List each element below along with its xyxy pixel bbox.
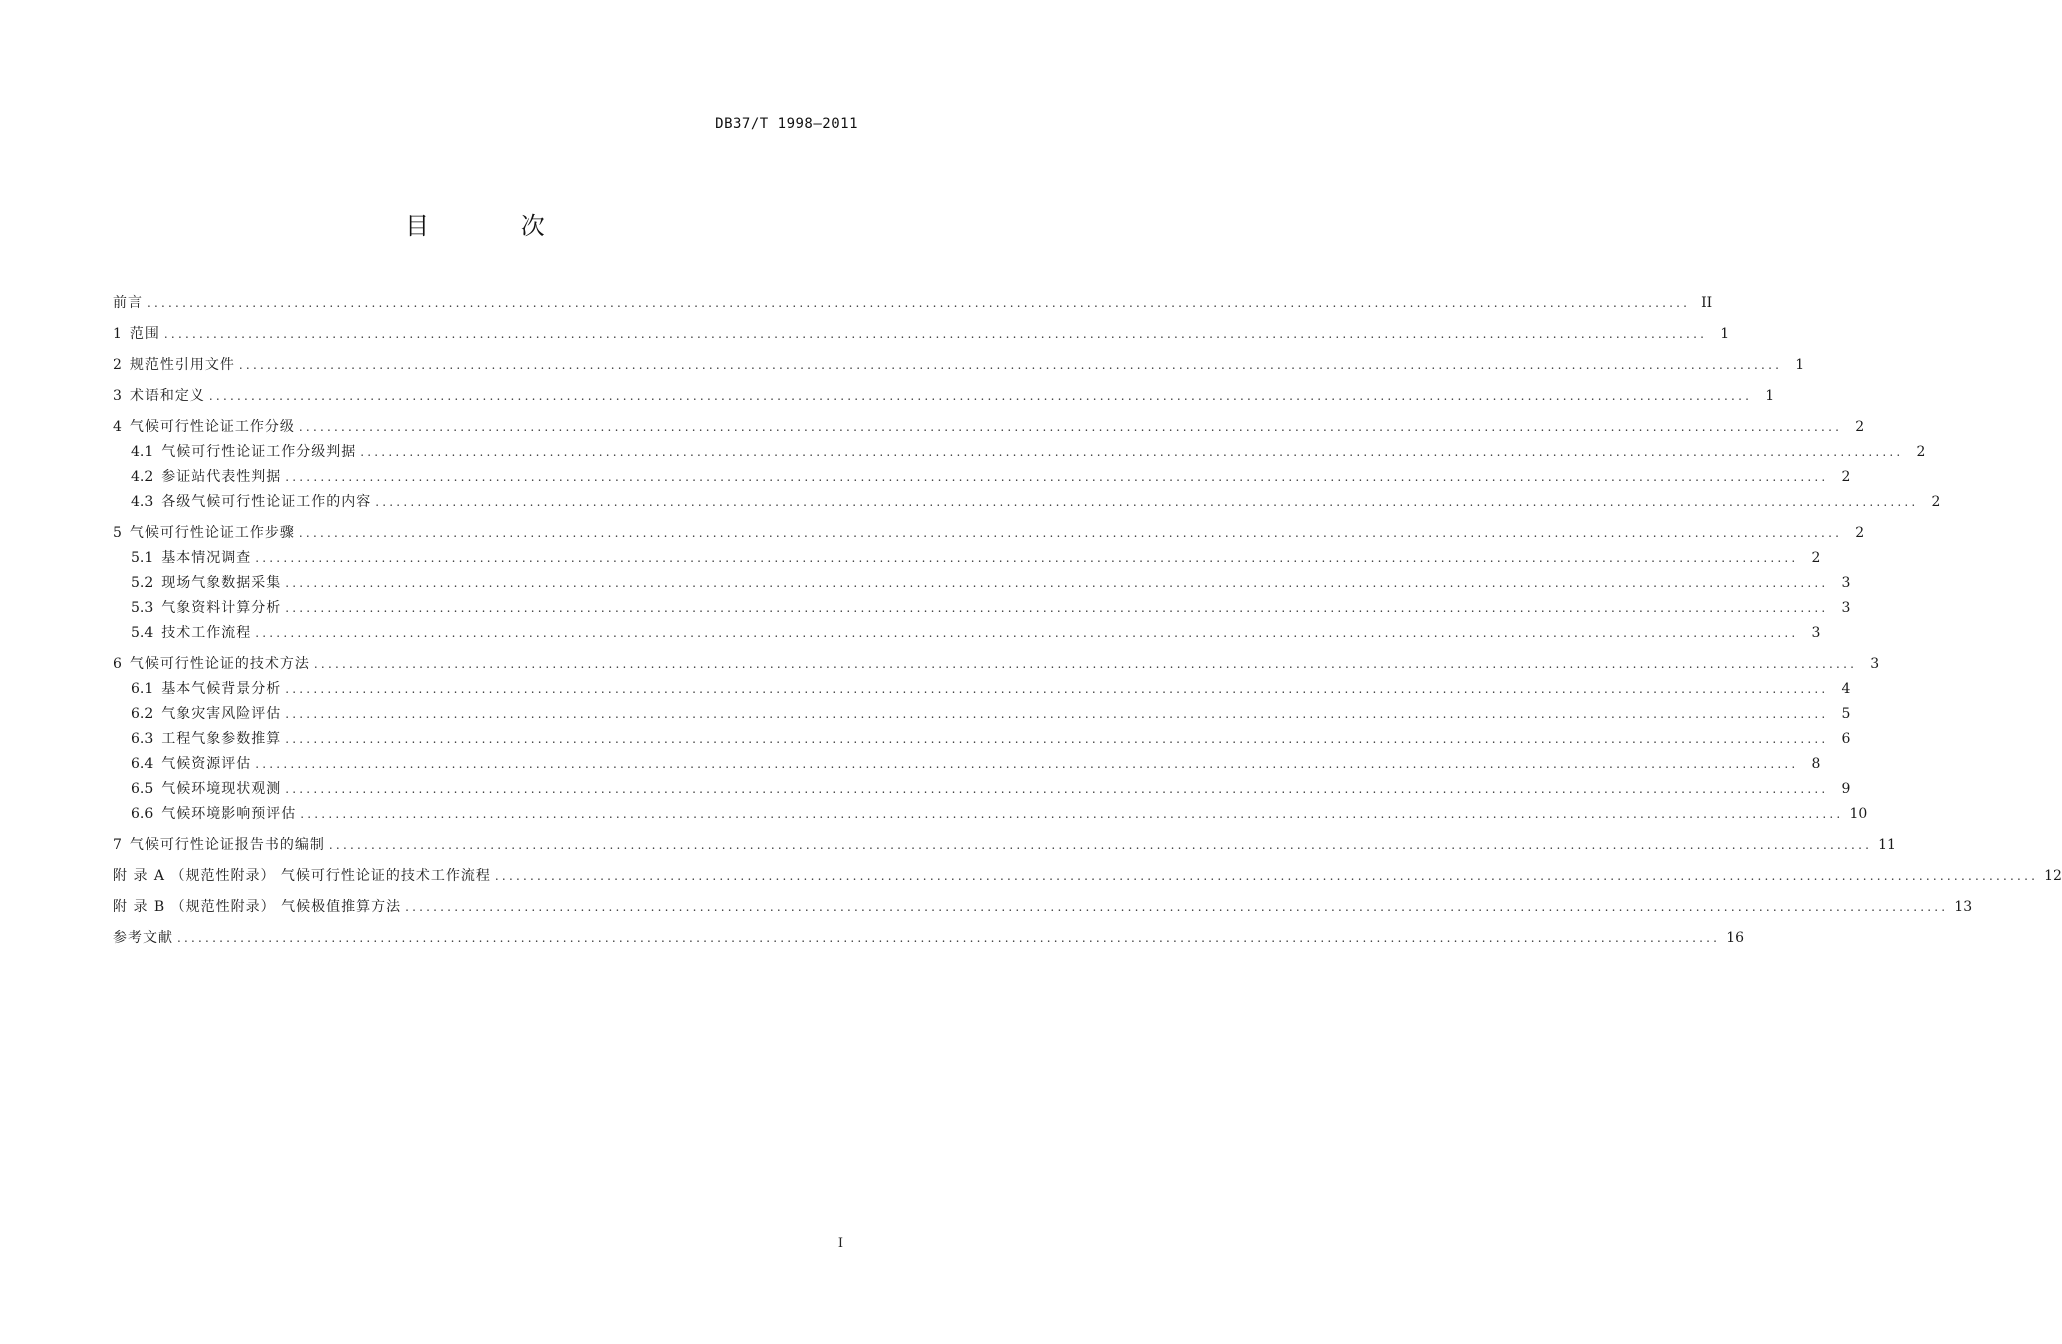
- toc-entry-text: 气象灾害风险评估: [161, 706, 282, 722]
- toc-entry-text: 前言: [113, 295, 143, 311]
- toc-entry[interactable]: [113, 462, 1851, 486]
- toc-entry-page: 11: [1878, 837, 1896, 853]
- table-of-contents: [113, 288, 2062, 947]
- toc-dot-leader: ............................................................................................................................................................................................................................: [285, 707, 1829, 721]
- toc-entry-label: [131, 443, 360, 461]
- toc-entry-text: 基本情况调查: [161, 550, 252, 566]
- toc-entry[interactable]: [113, 487, 1941, 511]
- toc-dot-leader: ............................................................................................................................................................................................................................: [285, 601, 1829, 615]
- toc-dot-leader: ............................................................................................................................................................................................................................: [375, 495, 1919, 509]
- page-number: I: [837, 1236, 843, 1251]
- toc-entry-number: 4.3: [131, 494, 154, 510]
- toc-entry[interactable]: [113, 724, 1851, 748]
- toc-entry-number: 5: [113, 525, 122, 541]
- toc-entry[interactable]: [113, 288, 1713, 312]
- toc-entry-page: 3: [1811, 625, 1821, 641]
- toc-entry[interactable]: [113, 319, 1730, 343]
- toc-entry[interactable]: [113, 892, 1973, 916]
- toc-dot-leader: ............................................................................................................................................................................................................................: [298, 420, 1843, 434]
- toc-entry-page: 12: [2044, 868, 2062, 884]
- toc-entry-page: II: [1701, 295, 1713, 311]
- toc-entry-label: [113, 356, 239, 374]
- toc-entry-page: 1: [1795, 357, 1805, 373]
- toc-entry-text: 范围: [129, 326, 160, 342]
- toc-entry[interactable]: [113, 799, 1868, 823]
- toc-entry-number: 5.4: [131, 625, 154, 641]
- toc-entry-page: 3: [1841, 600, 1851, 616]
- toc-entry-label: [131, 599, 285, 617]
- toc-entry-text: 术语和定义: [129, 388, 205, 404]
- toc-entry-page: 3: [1870, 656, 1880, 672]
- toc-entry-number: 6.2: [131, 706, 154, 722]
- toc-entry[interactable]: [113, 543, 1821, 567]
- document-code: DB37/T 1998—2011: [715, 116, 858, 132]
- toc-entry-number: 6.1: [131, 681, 154, 697]
- toc-entry-page: 16: [1726, 930, 1745, 946]
- toc-dot-leader: ............................................................................................................................................................................................................................: [238, 358, 1783, 372]
- toc-entry-text: 工程气象参数推算: [161, 731, 282, 747]
- toc-entry-label: [113, 325, 164, 343]
- toc-entry-page: 2: [1811, 550, 1821, 566]
- toc-entry-label: [131, 805, 300, 823]
- toc-entry[interactable]: [113, 412, 1865, 436]
- toc-entry[interactable]: [113, 593, 1851, 617]
- toc-entry-number: 5.3: [131, 600, 154, 616]
- toc-entry-text: 参考文献: [113, 930, 173, 946]
- toc-entry-page: 1: [1765, 388, 1775, 404]
- toc-entry-page: 2: [1916, 444, 1926, 460]
- toc-entry-label: [113, 867, 495, 885]
- toc-entry-label: [113, 418, 299, 436]
- toc-entry-label: [131, 574, 285, 592]
- toc-dot-leader: ............................................................................................................................................................................................................................: [285, 576, 1829, 590]
- toc-entry-page: 8: [1811, 756, 1821, 772]
- toc-entry-page: 4: [1841, 681, 1851, 697]
- toc-entry-label: [113, 294, 147, 312]
- toc-entry-number: 6.6: [131, 806, 154, 822]
- toc-entry[interactable]: [113, 923, 1745, 947]
- toc-entry-page: 2: [1931, 494, 1941, 510]
- toc-entry-number: 6: [113, 656, 122, 672]
- toc-entry-label: [131, 680, 285, 698]
- toc-dot-leader: ............................................................................................................................................................................................................................: [208, 389, 1753, 403]
- toc-entry-label: [131, 493, 375, 511]
- toc-entry-text: 气候可行性论证报告书的编制: [129, 837, 325, 853]
- toc-entry-label: [113, 898, 405, 916]
- toc-dot-leader: ............................................................................................................................................................................................................................: [328, 838, 1873, 852]
- toc-entry-page: 13: [1954, 899, 1973, 915]
- toc-entry-text: 气候环境影响预评估: [161, 806, 297, 822]
- toc-entry[interactable]: [113, 437, 1926, 461]
- toc-entry-text: 气候可行性论证工作分级判据: [161, 444, 357, 460]
- toc-entry-page: 6: [1841, 731, 1851, 747]
- toc-dot-leader: ............................................................................................................................................................................................................................: [285, 732, 1829, 746]
- toc-entry-text: 现场气象数据采集: [161, 575, 282, 591]
- toc-entry-label: [113, 929, 177, 947]
- toc-entry-number: 5.2: [131, 575, 154, 591]
- toc-dot-leader: ............................................................................................................................................................................................................................: [255, 551, 1799, 565]
- toc-entry-number: 4.1: [131, 444, 154, 460]
- toc-dot-leader: ............................................................................................................................................................................................................................: [313, 657, 1858, 671]
- toc-entry[interactable]: [113, 699, 1851, 723]
- toc-title: 目 次: [405, 212, 587, 240]
- toc-entry-text: 各级气候可行性论证工作的内容: [161, 494, 372, 510]
- toc-entry-number: 6.4: [131, 756, 154, 772]
- toc-entry[interactable]: [113, 861, 2062, 885]
- toc-entry-number: 1: [113, 326, 122, 342]
- toc-entry-number: 5.1: [131, 550, 154, 566]
- toc-entry-text: 附 录 B （规范性附录） 气候极值推算方法: [113, 899, 402, 915]
- toc-entry-text: 规范性引用文件: [129, 357, 235, 373]
- toc-entry-text: 气候资源评估: [161, 756, 252, 772]
- toc-entry[interactable]: [113, 350, 1805, 374]
- toc-entry-label: [113, 524, 299, 542]
- toc-entry-page: 1: [1720, 326, 1730, 342]
- toc-entry-label: [131, 730, 285, 748]
- toc-dot-leader: ............................................................................................................................................................................................................................: [298, 526, 1843, 540]
- toc-entry[interactable]: [113, 568, 1851, 592]
- toc-entry-page: 2: [1855, 525, 1865, 541]
- toc-entry-label: [113, 655, 314, 673]
- toc-dot-leader: ............................................................................................................................................................................................................................: [494, 869, 2039, 883]
- toc-entry-label: [131, 549, 255, 567]
- toc-entry[interactable]: [113, 518, 1865, 542]
- toc-entry-number: 2: [113, 357, 122, 373]
- toc-entry-number: 6.3: [131, 731, 154, 747]
- toc-entry[interactable]: [113, 749, 1821, 773]
- toc-dot-leader: ............................................................................................................................................................................................................................: [255, 626, 1799, 640]
- toc-entry-text: 技术工作流程: [161, 625, 252, 641]
- toc-entry-page: 2: [1841, 469, 1851, 485]
- toc-dot-leader: ............................................................................................................................................................................................................................: [255, 757, 1799, 771]
- toc-entry[interactable]: [113, 618, 1821, 642]
- toc-entry-label: [131, 780, 285, 798]
- toc-entry-page: 5: [1841, 706, 1851, 722]
- toc-entry[interactable]: [113, 774, 1851, 798]
- toc-entry-label: [131, 755, 255, 773]
- toc-dot-leader: ............................................................................................................................................................................................................................: [285, 682, 1829, 696]
- toc-dot-leader: ............................................................................................................................................................................................................................: [163, 327, 1708, 341]
- toc-entry-label: [131, 705, 285, 723]
- toc-entry[interactable]: [113, 830, 1896, 854]
- toc-entry[interactable]: [113, 381, 1775, 405]
- toc-dot-leader: ............................................................................................................................................................................................................................: [405, 900, 1949, 914]
- toc-entry-text: 附 录 A （规范性附录） 气候可行性论证的技术工作流程: [113, 868, 491, 884]
- toc-entry-number: 3: [113, 388, 122, 404]
- toc-entry-page: 2: [1855, 419, 1865, 435]
- toc-entry-number: 4: [113, 419, 122, 435]
- toc-entry-page: 3: [1841, 575, 1851, 591]
- toc-entry-text: 气候可行性论证的技术方法: [129, 656, 310, 672]
- toc-dot-leader: ............................................................................................................................................................................................................................: [360, 445, 1904, 459]
- toc-entry-number: 6.5: [131, 781, 154, 797]
- toc-entry-label: [131, 468, 285, 486]
- toc-entry-text: 参证站代表性判据: [161, 469, 282, 485]
- toc-dot-leader: ............................................................................................................................................................................................................................: [285, 470, 1829, 484]
- toc-entry[interactable]: [113, 649, 1880, 673]
- toc-entry-label: [113, 836, 329, 854]
- toc-entry-text: 气候可行性论证工作分级: [129, 419, 295, 435]
- toc-entry-label: [131, 624, 255, 642]
- toc-dot-leader: ............................................................................................................................................................................................................................: [300, 807, 1844, 821]
- toc-entry-text: 气候环境现状观测: [161, 781, 282, 797]
- toc-entry-text: 基本气候背景分析: [161, 681, 282, 697]
- toc-dot-leader: ............................................................................................................................................................................................................................: [177, 931, 1721, 945]
- toc-entry-text: 气候可行性论证工作步骤: [129, 525, 295, 541]
- toc-entry[interactable]: [113, 674, 1851, 698]
- toc-entry-page: 9: [1841, 781, 1851, 797]
- toc-dot-leader: ............................................................................................................................................................................................................................: [285, 782, 1829, 796]
- toc-entry-page: 10: [1849, 806, 1868, 822]
- toc-entry-text: 气象资料计算分析: [161, 600, 282, 616]
- toc-entry-label: [113, 387, 209, 405]
- toc-dot-leader: ............................................................................................................................................................................................................................: [147, 296, 1691, 310]
- toc-entry-number: 7: [113, 837, 122, 853]
- toc-entry-number: 4.2: [131, 469, 154, 485]
